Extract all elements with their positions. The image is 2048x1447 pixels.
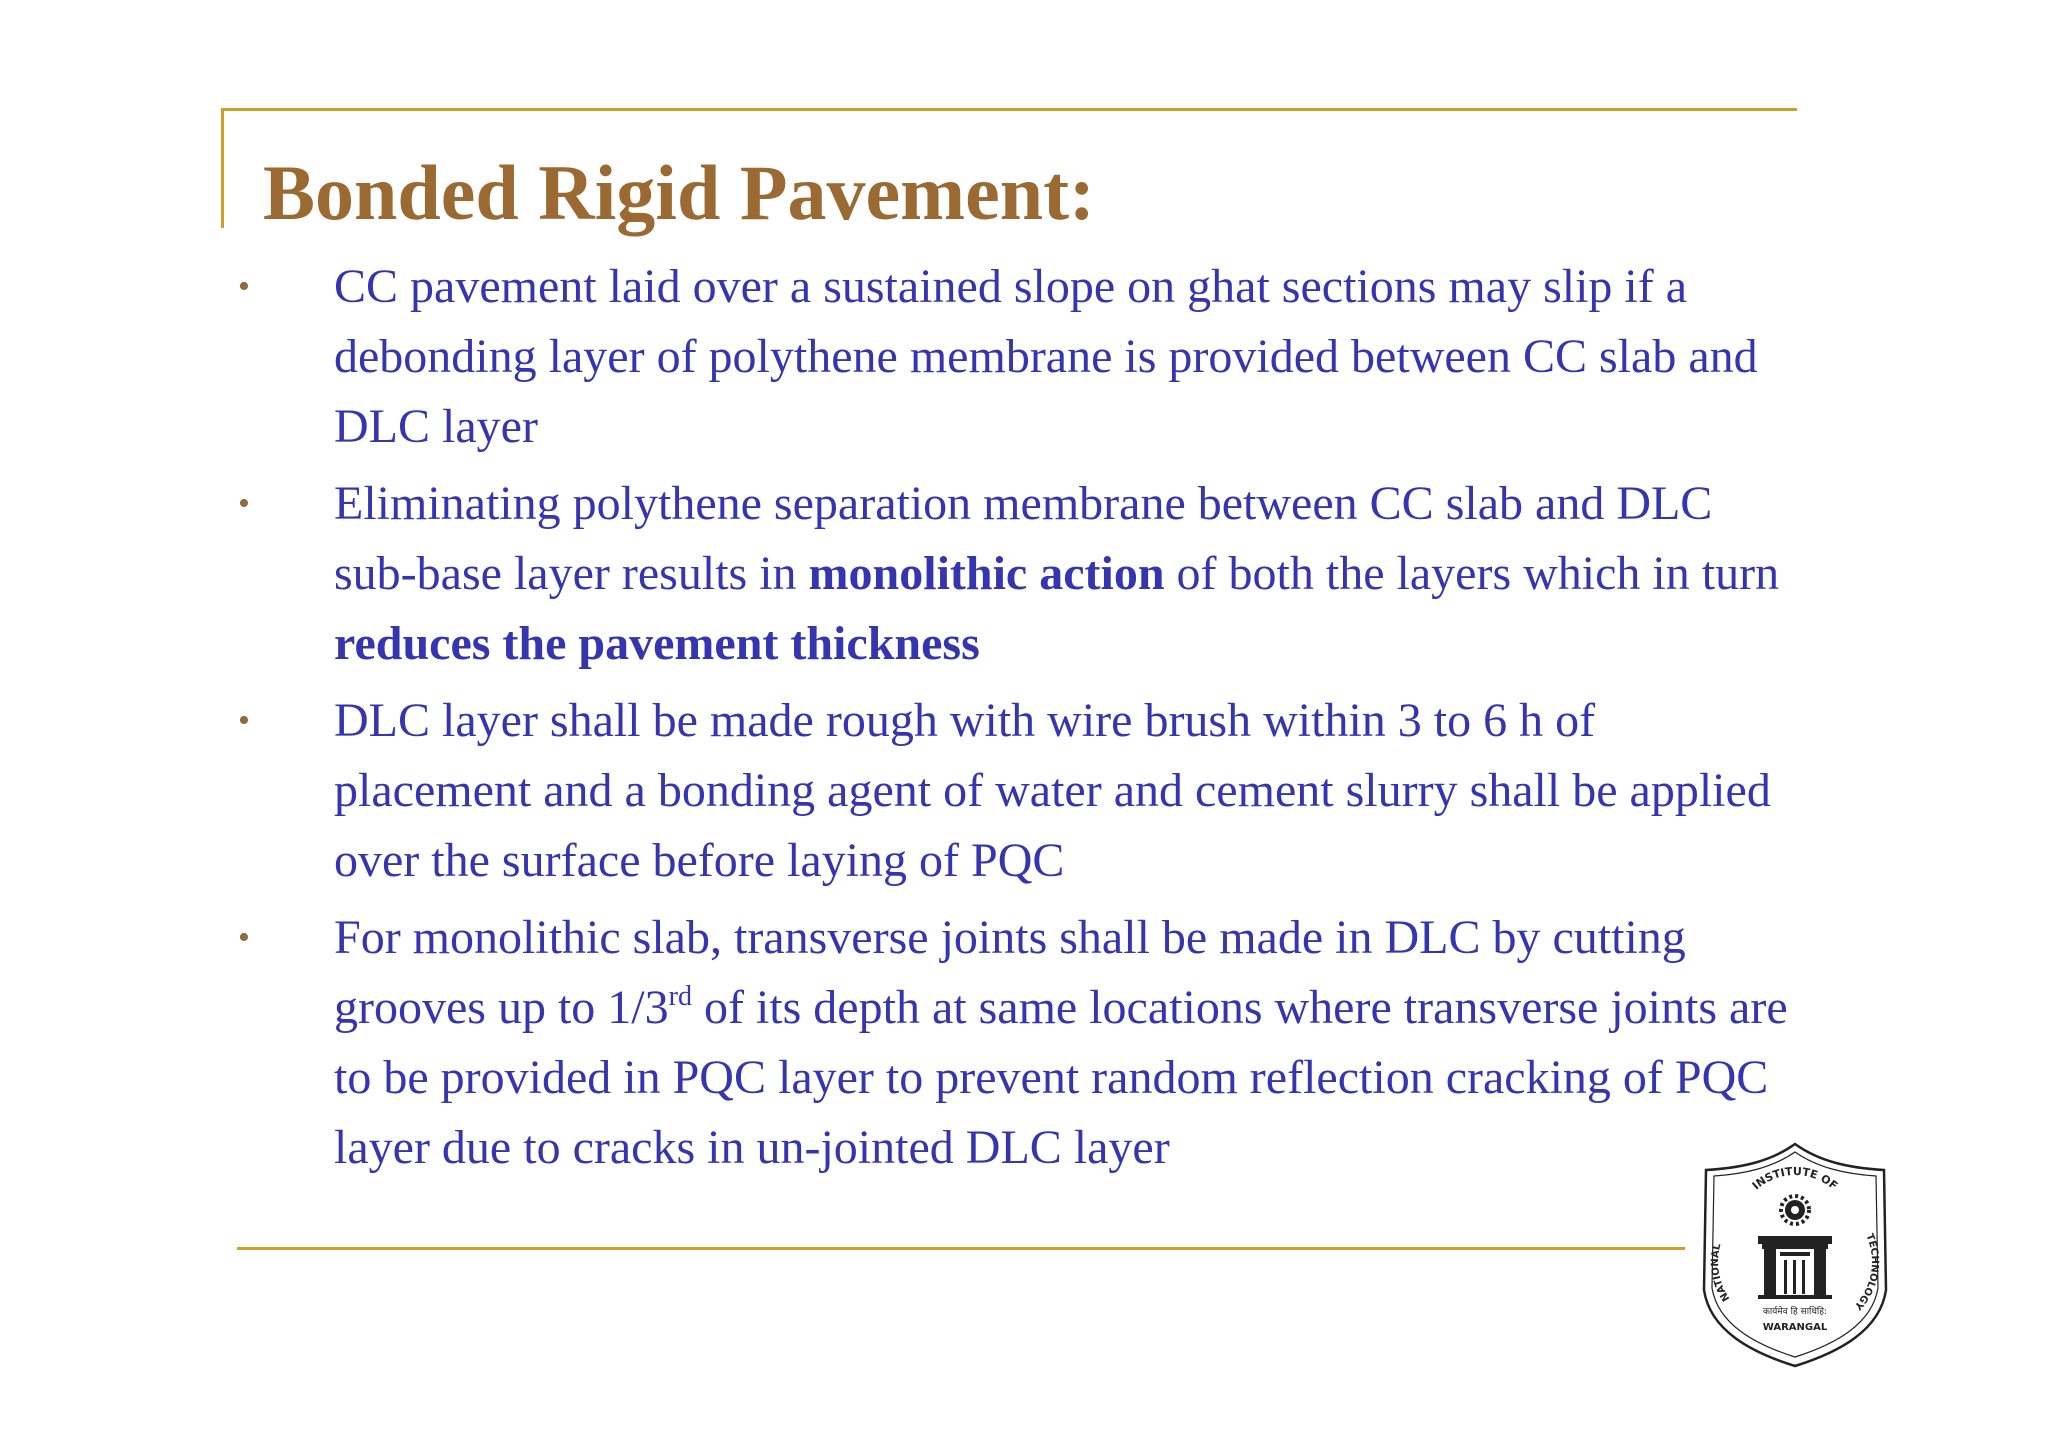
bullet-icon: • [238,268,250,305]
bullet-item-4 [0,903,1794,1183]
logo-top-text: INSTITUTE OF [1749,1164,1841,1193]
superscript: rd [668,981,692,1012]
bullet-text [334,911,1788,1174]
bullet-list [0,252,1794,1190]
text-segment: Eliminating polythene separation membrane between CC slab and DLC sub-base layer results in [334,477,1713,600]
bullet-icon: • [238,702,250,739]
logo-bottom-text: WARANGAL [1762,1322,1828,1333]
bullet-text: DLC layer shall be made rough with wire brush within 3 to 6 h of placement and a bonding agent of water and cement slurry shall be applied over the surface before laying of PQC [334,694,1771,887]
left-rule [221,108,224,228]
bullet-text [334,477,1779,670]
top-rule [221,108,1797,111]
bullet-item-2 [0,469,1794,679]
emphasis-text: monolithic action [808,547,1165,600]
bullet-item-1 [0,252,1794,462]
slide-title: Bonded Rigid Pavement: [263,149,1096,236]
bullet-icon: • [238,485,250,522]
logo-right-text: TECHNOLOGY [1851,1232,1881,1312]
bullet-text: CC pavement laid over a sustained slope on ghat sections may slip if a debonding layer of polythene membrane is provided between CC slab and DLC layer [334,260,1758,453]
bullet-item-3 [0,686,1794,896]
text-segment: of its depth at same locations where transverse joints are to be provided in PQC layer to prevent random reflection cracking of PQC layer due to cracks in un-jointed DLC layer [334,981,1788,1174]
text-segment: of both the layers which in turn [1164,547,1780,600]
logo-motto: कार्यमेव हि साधिहि: [1762,1307,1828,1317]
gateway-icon [1758,1236,1832,1299]
emphasis-text: reduces the pavement thickness [334,617,980,670]
institute-logo-icon [1700,1140,1890,1370]
logo-left-text: NATIONAL [1710,1242,1733,1304]
bottom-rule [237,1247,1685,1250]
bullet-icon: • [238,919,250,956]
text-segment: For monolithic slab, transverse joints shall be made in DLC by cutting grooves up to 1/3 [334,911,1686,1034]
